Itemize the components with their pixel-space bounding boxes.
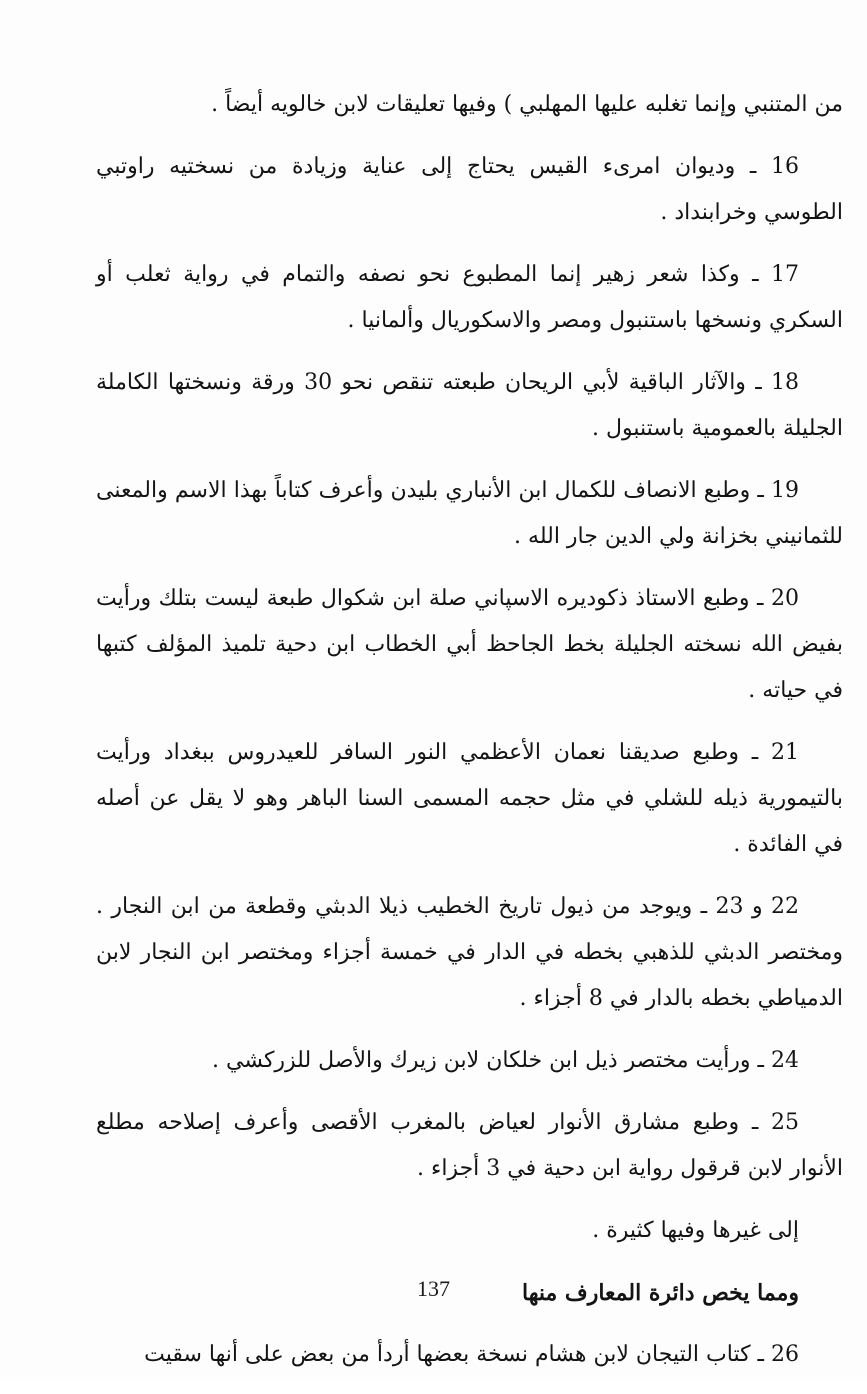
- paragraph-item-17: 17 ـ وكذا شعر زهير إنما المطبوع نحو نصفه والتمام في رواية ثعلب أو السكري ونسخها باستنبول ومصر والاسكوريال وألمانيا .: [96, 262, 843, 333]
- paragraph-item-22-23: 22 و 23 ـ ويوجد من ذيول تاريخ الخطيب ذيلا الدبثي وقطعة من ابن النجار . ومختصر الدبثي للذهبي بخطه في الدار في خمسة أجزاء ومختصر ابن النجار لابن الدمياطي بخطه بالدار في 8 أجزاء .: [96, 894, 843, 1011]
- paragraph-item-25: 25 ـ وطبع مشارق الأنوار لعياض بالمغرب الأقصى وأعرف إصلاحه مطلع الأنوار لابن قرقول رواية ابن دحية في 3 أجزاء .: [96, 1110, 843, 1181]
- paragraph-item-20: 20 ـ وطبع الاستاذ ذكوديره الاسپاني صلة ابن شكوال طبعة ليست بتلك ورأيت بفيض الله نسخته الجليلة بخط الجاحظ أبي الخطاب ابن دحية تلميذ المؤلف كتبها في حياته .: [96, 586, 843, 703]
- paragraph-item-16: 16 ـ وديوان امرىء القيس يحتاج إلى عناية وزيادة من نسختيه راوتبي الطوسي وخرابنداد .: [96, 154, 843, 225]
- paragraph-item-24: 24 ـ ورأيت مختصر ذيل ابن خلكان لابن زيرك والأصل للزركشي .: [212, 1048, 799, 1073]
- page-number: 137: [417, 1276, 450, 1301]
- paragraph-item-19: 19 ـ وطبع الانصاف للكمال ابن الأنباري بليدن وأعرف كتاباً بهذا الاسم والمعنى للثمانيني بخزانة ولي الدين جار الله .: [96, 478, 843, 549]
- body-text: [96, 82, 843, 1394]
- paragraph-item-26: 26 ـ كتاب التيجان لابن هشام نسخة بعضها أردأ من بعض على أنها سقيت: [144, 1342, 799, 1367]
- paragraph-item-21: 21 ـ وطبع صديقنا نعمان الأعظمي النور السافر للعيدروس ببغداد ورأيت بالتيمورية ذيله للشلي في مثل حجمه المسمى السنا الباهر وهو لا يقل عن أصله في الفائدة .: [96, 740, 843, 857]
- paragraph-item-18: 18 ـ والآثار الباقية لأبي الريحان طبعته تنقص نحو 30 ورقة ونسختها الكاملة الجليلة بالعمومية باستنبول .: [96, 370, 843, 441]
- paragraph-continuation: من المتنبي وإنما تغلبه عليها المهلبي ) وفيها تعليقات لابن خالويه أيضاً .: [211, 92, 843, 117]
- section-heading: ومما يخص دائرة المعارف منها: [522, 1280, 799, 1306]
- paragraph-closing: إلى غيرها وفيها كثيرة .: [592, 1218, 799, 1243]
